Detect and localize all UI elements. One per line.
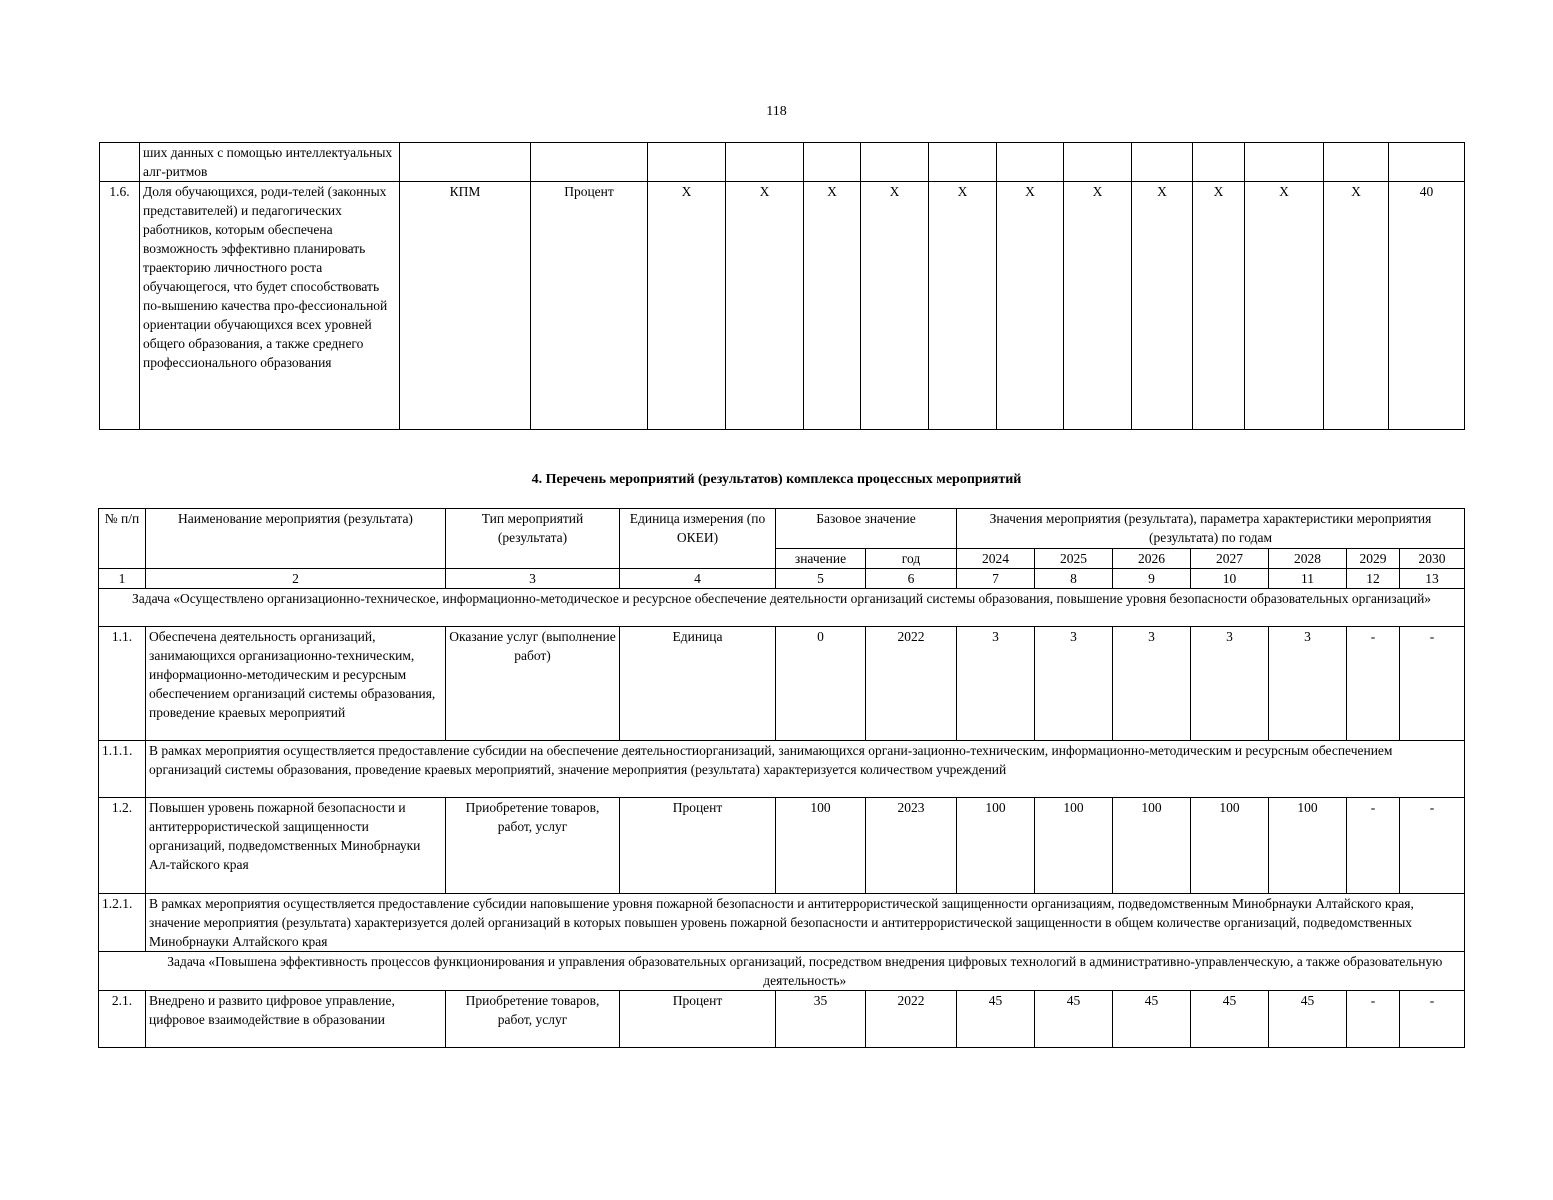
event-type: Оказание услуг (выполнение работ) — [446, 627, 620, 741]
base-value: 35 — [776, 991, 866, 1048]
value-cell: X — [1245, 182, 1324, 430]
year-value: 45 — [957, 991, 1035, 1048]
table-cell — [100, 143, 140, 182]
base-year: 2022 — [866, 627, 957, 741]
header-year: 2030 — [1400, 549, 1465, 569]
header-base: Базовое значение — [776, 509, 957, 549]
table-row — [99, 627, 1465, 741]
description-row — [99, 894, 1465, 952]
task-row — [99, 952, 1465, 991]
event-unit: Единица — [620, 627, 776, 741]
row-number: 2.1. — [99, 991, 146, 1048]
indicator-unit: Процент — [531, 182, 648, 430]
column-number: 7 — [957, 569, 1035, 589]
column-number: 4 — [620, 569, 776, 589]
header-unit: Единица измерения (по ОКЕИ) — [620, 509, 776, 569]
description-text: В рамках мероприятия осуществляется предоставление субсидии наповышение уровня пожарной безопасности и антитеррористической защищенности организациям, подведомственным Минобрнауки Алтайского края, значение мероприятия (результата) характеризуется долей организаций в которых повышен уровень пожарной безопасности и антитеррористической защищенности в общем количестве организаций, подведомственных Минобрнауки Алтайского края — [146, 894, 1465, 952]
column-number: 12 — [1347, 569, 1400, 589]
table-row — [100, 182, 1465, 430]
column-number: 5 — [776, 569, 866, 589]
task-row — [99, 589, 1465, 627]
year-value: 3 — [957, 627, 1035, 741]
year-value: 45 — [1035, 991, 1113, 1048]
year-value: 3 — [1269, 627, 1347, 741]
column-number: 6 — [866, 569, 957, 589]
column-number: 13 — [1400, 569, 1465, 589]
year-value: - — [1400, 627, 1465, 741]
value-cell: X — [861, 182, 929, 430]
table-cell — [1324, 143, 1389, 182]
year-value: 100 — [1269, 798, 1347, 894]
header-year: 2025 — [1035, 549, 1113, 569]
value-cell: X — [1064, 182, 1132, 430]
value-cell: X — [726, 182, 804, 430]
base-year: 2022 — [866, 991, 957, 1048]
year-value: 100 — [1035, 798, 1113, 894]
header-name: Наименование мероприятия (результата) — [146, 509, 446, 569]
year-value: - — [1400, 798, 1465, 894]
indicator-name: ших данных с помощью интеллектуальных алг-ритмов — [140, 143, 400, 182]
header-num: № п/п — [99, 509, 146, 569]
table-cell — [861, 143, 929, 182]
column-number: 8 — [1035, 569, 1113, 589]
year-value: 100 — [1191, 798, 1269, 894]
table-cell — [1064, 143, 1132, 182]
value-cell: X — [997, 182, 1064, 430]
table-cell — [726, 143, 804, 182]
table-cell — [929, 143, 997, 182]
column-number-row — [99, 569, 1465, 589]
value-cell: X — [1193, 182, 1245, 430]
event-name: Обеспечена деятельность организаций, занимающихся организационно-техническим, информационно-методическим и ресурсным обеспечением организаций системы образования, проведение краевых мероприятий — [146, 627, 446, 741]
row-number: 1.2.1. — [99, 894, 146, 952]
year-value: 45 — [1269, 991, 1347, 1048]
row-number: 1.1.1. — [99, 741, 146, 798]
description-text: В рамках мероприятия осуществляется предоставление субсидии на обеспечение деятельностиорганизаций, занимающихся органи-зационно-техническим, информационно-методическим и ресурсным обеспечением организаций системы образования, проведение краевых мероприятий, значение мероприятия (результата) характеризуется количеством учреждений — [146, 741, 1465, 798]
base-value: 100 — [776, 798, 866, 894]
description-row — [99, 741, 1465, 798]
event-name: Внедрено и развито цифровое управление, цифровое взаимодействие в образовании — [146, 991, 446, 1048]
table-row — [100, 143, 1465, 182]
year-value: 3 — [1035, 627, 1113, 741]
header-values-by-year: Значения мероприятия (результата), параметра характеристики мероприятия (результата) по годам — [957, 509, 1465, 549]
year-value: 45 — [1113, 991, 1191, 1048]
value-cell: 40 — [1389, 182, 1465, 430]
event-unit: Процент — [620, 798, 776, 894]
header-year: 2028 — [1269, 549, 1347, 569]
base-value: 0 — [776, 627, 866, 741]
indicators-table-continued — [99, 142, 1465, 430]
column-number: 1 — [99, 569, 146, 589]
column-number: 2 — [146, 569, 446, 589]
table-cell — [1389, 143, 1465, 182]
table-cell — [648, 143, 726, 182]
table-row — [99, 798, 1465, 894]
task-text: Задача «Осуществлено организационно-техническое, информационно-методическое и ресурсное обеспечение деятельности организаций системы образования, повышение уровня безопасности образовательных организаций» — [99, 589, 1465, 627]
table-cell — [531, 143, 648, 182]
base-year: 2023 — [866, 798, 957, 894]
indicator-name: Доля обучающихся, роди-телей (законных представителей) и педагогических работников, которым обеспечена возможность эффективно планировать траекторию личностного роста обучающегося, что будет способствовать по-вышению качества про-фессиональной ориентации обучающихся всех уровней общего образования, а также среднего профессионального образования — [140, 182, 400, 430]
row-number: 1.1. — [99, 627, 146, 741]
event-type: Приобретение товаров, работ, услуг — [446, 991, 620, 1048]
page-number: 118 — [766, 104, 787, 119]
value-cell: X — [804, 182, 861, 430]
indicator-type: КПМ — [400, 182, 531, 430]
row-number: 1.2. — [99, 798, 146, 894]
table-cell — [99, 952, 146, 991]
value-cell: X — [1324, 182, 1389, 430]
event-name: Повышен уровень пожарной безопасности и антитеррористической защищенности организаций, подведомственных Минобрнауки Ал-тайского края — [146, 798, 446, 894]
table-cell — [997, 143, 1064, 182]
header-year: 2027 — [1191, 549, 1269, 569]
header-base-value: значение — [776, 549, 866, 569]
header-year: 2026 — [1113, 549, 1191, 569]
year-value: 45 — [1191, 991, 1269, 1048]
events-table — [98, 508, 1465, 1048]
year-value: 100 — [1113, 798, 1191, 894]
column-number: 3 — [446, 569, 620, 589]
year-value: 3 — [1113, 627, 1191, 741]
year-value: - — [1347, 991, 1400, 1048]
section-title: 4. Перечень мероприятий (результатов) комплекса процессных мероприятий — [531, 472, 1022, 487]
event-unit: Процент — [620, 991, 776, 1048]
table-cell — [1132, 143, 1193, 182]
header-year: 2029 — [1347, 549, 1400, 569]
column-number: 11 — [1269, 569, 1347, 589]
event-type: Приобретение товаров, работ, услуг — [446, 798, 620, 894]
row-number: 1.6. — [100, 182, 140, 430]
table-row — [99, 991, 1465, 1048]
table-cell — [1193, 143, 1245, 182]
header-base-year: год — [866, 549, 957, 569]
header-type: Тип мероприятий (результата) — [446, 509, 620, 569]
year-value: 3 — [1191, 627, 1269, 741]
table-cell — [804, 143, 861, 182]
value-cell: X — [1132, 182, 1193, 430]
task-text: Задача «Повышена эффективность процессов функционирования и управления образовательных организаций, посредством внедрения цифровых технологий в административно-управленческую, а также образовательную деятельность» — [146, 952, 1465, 991]
header-row — [99, 509, 1465, 549]
year-value: - — [1347, 627, 1400, 741]
value-cell: X — [648, 182, 726, 430]
year-value: - — [1347, 798, 1400, 894]
table-cell — [1245, 143, 1324, 182]
value-cell: X — [929, 182, 997, 430]
header-year: 2024 — [957, 549, 1035, 569]
table-cell — [400, 143, 531, 182]
column-number: 9 — [1113, 569, 1191, 589]
year-value: 100 — [957, 798, 1035, 894]
column-number: 10 — [1191, 569, 1269, 589]
year-value: - — [1400, 991, 1465, 1048]
